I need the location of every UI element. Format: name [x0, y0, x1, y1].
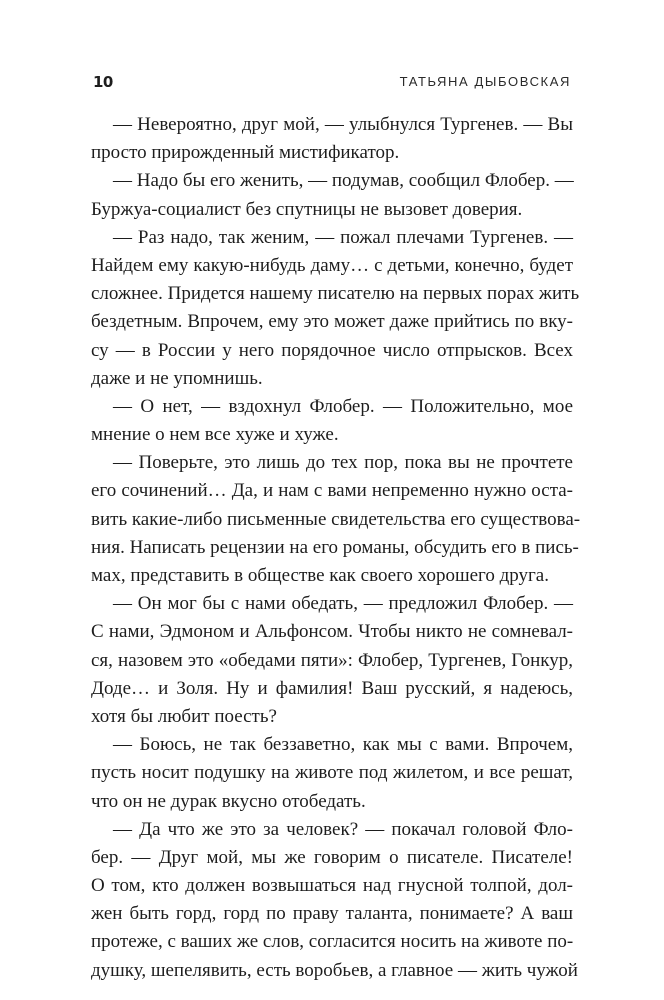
text-line: Доде… и Золя. Ну и фамилия! Ваш русский, я надеюсь, — [91, 677, 573, 699]
text-line: Найдем ему какую-нибудь даму… с детьми, конечно, будет — [91, 254, 573, 276]
text-line: — Он мог бы с нами обедать, — предложил Флобер. — — [113, 593, 573, 615]
text-line: — Да что же это за человек? — покачал головой Фло- — [113, 818, 573, 840]
text-line: — Боюсь, не так беззаветно, как мы с вами. Впрочем, — [113, 734, 573, 756]
text-line: даже и не упомнишь. — [91, 367, 263, 389]
text-line: ся, назовем это «обедами пяти»: Флобер, Тургенев, Гонкур, — [91, 649, 573, 671]
text-line: — Поверьте, это лишь до тех пор, пока вы не прочтете — [113, 452, 573, 474]
text-line: Буржуа-социалист без спутницы не вызовет доверия. — [91, 198, 523, 220]
body-text — [91, 111, 581, 985]
text-line: что он не дурак вкусно отобедать. — [91, 790, 366, 812]
text-line: С нами, Эдмоном и Альфонсом. Чтобы никто не сомневал- — [91, 621, 573, 643]
text-line: — Невероятно, друг мой, — улыбнулся Тургенев. — Вы — [113, 114, 573, 135]
text-line: хотя бы любит поесть? — [91, 705, 277, 727]
text-line: его сочинений… Да, и нам с вами непременно нужно оста- — [91, 480, 573, 502]
text-line: — О нет, — вздохнул Флобер. — Положительно, мое — [113, 395, 573, 417]
running-header — [93, 73, 571, 93]
text-line: вить какие-либо письменные свидетельства его существова- — [91, 508, 581, 530]
text-line: бездетным. Впрочем, ему это может даже прийтись по вку- — [91, 311, 573, 333]
text-line: душку, шепелявить, есть воробьев, а главное — жить чужой — [91, 959, 578, 981]
text-line: сложнее. Придется нашему писателю на первых порах жить — [91, 283, 580, 305]
text-line: ния. Написать рецензии на его романы, обсудить его в пись- — [91, 536, 579, 558]
text-line: протеже, с ваших же слов, согласится носить на животе по- — [91, 931, 574, 953]
text-line: су — в России у него порядочное число отпрысков. Всех — [91, 339, 573, 361]
text-line: просто прирожденный мистификатор. — [91, 142, 400, 164]
text-line: мнение о нем все хуже и хуже. — [91, 424, 339, 446]
text-line: — Раз надо, так женим, — пожал плечами Тургенев. — — [113, 226, 573, 248]
text-line: — Надо бы его женить, — подумав, сообщил Флобер. — — [113, 170, 574, 192]
text-line: О том, кто должен возвышаться над гнусной толпой, дол- — [91, 875, 573, 897]
text-line: мах, представить в обществе как своего хорошего друга. — [91, 565, 549, 586]
text-line: жен быть горд, горд по праву таланта, понимаете? А ваш — [91, 903, 573, 925]
text-line: пусть носит подушку на животе под жилетом, и все решат, — [91, 762, 573, 784]
author-name: ТАТЬЯНА ДЫБОВСКАЯ — [399, 74, 571, 89]
page-number: 10 — [93, 73, 113, 91]
text-line: бер. — Друг мой, мы же говорим о писателе. Писателе! — [91, 846, 573, 868]
